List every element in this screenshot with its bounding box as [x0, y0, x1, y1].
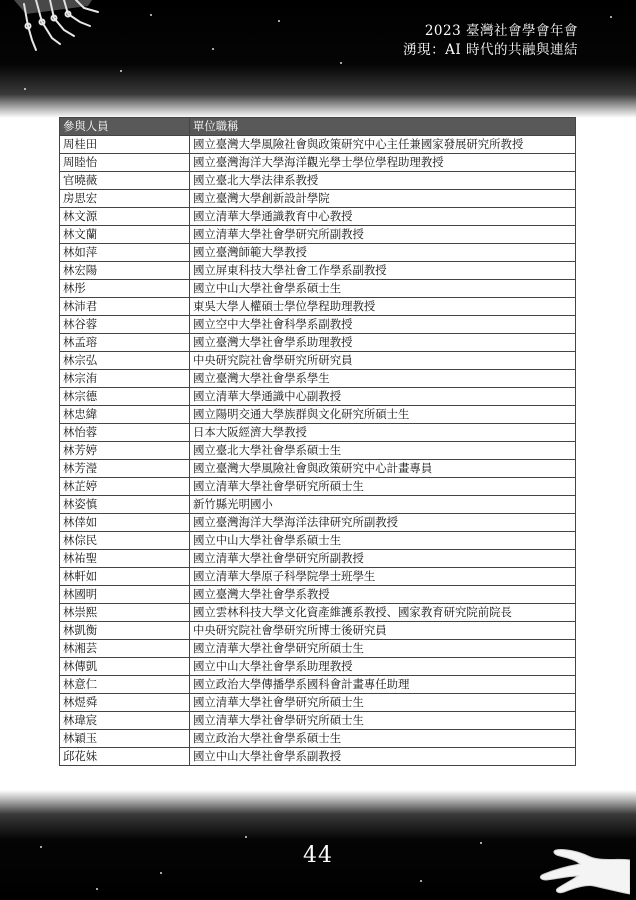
affiliation-cell: 國立臺灣大學創新設計學院 — [190, 190, 576, 208]
table-row — [60, 550, 576, 568]
table-row — [60, 460, 576, 478]
participant-name-cell: 林凱衡 — [60, 622, 190, 640]
table-row — [60, 586, 576, 604]
table-row — [60, 442, 576, 460]
affiliation-cell: 國立陽明交通大學族群與文化研究所碩士生 — [190, 406, 576, 424]
participant-name-cell: 林倖如 — [60, 514, 190, 532]
affiliation-cell: 日本大阪經濟大學教授 — [190, 424, 576, 442]
table-row — [60, 208, 576, 226]
table-row — [60, 244, 576, 262]
table-row — [60, 424, 576, 442]
participant-name-cell: 林孟瑢 — [60, 334, 190, 352]
participant-name-cell: 林如萍 — [60, 244, 190, 262]
table-row — [60, 262, 576, 280]
participant-name-cell: 林宗洧 — [60, 370, 190, 388]
affiliation-cell: 國立清華大學通識教育中心教授 — [190, 208, 576, 226]
table-row — [60, 370, 576, 388]
table-row — [60, 496, 576, 514]
participant-name-cell: 林怡蓉 — [60, 424, 190, 442]
column-header-name: 參與人員 — [60, 118, 190, 136]
participant-name-cell: 林國明 — [60, 586, 190, 604]
participant-name-cell: 周睦怡 — [60, 154, 190, 172]
participant-name-cell: 周桂田 — [60, 136, 190, 154]
conference-title: 2023 臺灣社會學會年會 — [424, 23, 578, 39]
affiliation-cell: 國立清華大學原子科學院學士班學生 — [190, 568, 576, 586]
affiliation-cell: 國立清華大學社會學研究所碩士生 — [190, 712, 576, 730]
affiliation-cell: 國立臺灣師範大學教授 — [190, 244, 576, 262]
table-row — [60, 316, 576, 334]
affiliation-cell: 國立清華大學社會學研究所碩士生 — [190, 640, 576, 658]
participant-name-cell: 林宏陽 — [60, 262, 190, 280]
affiliation-cell: 國立清華大學通識中心副教授 — [190, 388, 576, 406]
affiliation-cell: 國立雲林科技大學文化資產維護系教授、國家教育研究院前院長 — [190, 604, 576, 622]
affiliation-cell: 國立清華大學社會學研究所副教授 — [190, 226, 576, 244]
table-body — [60, 136, 576, 766]
affiliation-cell: 國立臺灣大學風險社會與政策研究中心主任兼國家發展研究所教授 — [190, 136, 576, 154]
table-row — [60, 478, 576, 496]
table-row — [60, 622, 576, 640]
table-row — [60, 136, 576, 154]
participant-name-cell: 林芳瀅 — [60, 460, 190, 478]
table-row — [60, 658, 576, 676]
affiliation-cell: 國立清華大學社會學研究所副教授 — [190, 550, 576, 568]
conference-theme: 湧現：AI 時代的共融與連結 — [403, 42, 578, 58]
participant-name-cell: 林煜舜 — [60, 694, 190, 712]
affiliation-cell: 國立清華大學社會學研究所碩士生 — [190, 694, 576, 712]
affiliation-cell: 國立屏東科技大學社會工作學系副教授 — [190, 262, 576, 280]
participant-name-cell: 官曉薇 — [60, 172, 190, 190]
participant-name-cell: 林瑋宸 — [60, 712, 190, 730]
affiliation-cell: 國立中山大學社會學系助理教授 — [190, 658, 576, 676]
participant-name-cell: 林湘芸 — [60, 640, 190, 658]
robot-hand-icon — [6, 0, 116, 60]
affiliation-cell: 新竹縣光明國小 — [190, 496, 576, 514]
affiliation-cell: 國立臺灣海洋大學海洋觀光學士學位學程助理教授 — [190, 154, 576, 172]
table-row — [60, 280, 576, 298]
affiliation-cell: 國立臺灣海洋大學海洋法律研究所副教授 — [190, 514, 576, 532]
affiliation-cell: 國立臺灣大學風險社會與政策研究中心計畫專員 — [190, 460, 576, 478]
table-row — [60, 532, 576, 550]
participant-name-cell: 林忠緯 — [60, 406, 190, 424]
table-row — [60, 676, 576, 694]
conference-header — [403, 22, 578, 60]
participant-name-cell: 林傳凱 — [60, 658, 190, 676]
affiliation-cell: 國立臺北大學社會學系碩士生 — [190, 442, 576, 460]
participant-name-cell: 林芷婷 — [60, 478, 190, 496]
table-row — [60, 190, 576, 208]
column-header-affiliation: 單位職稱 — [190, 118, 576, 136]
affiliation-cell: 國立政治大學社會學系碩士生 — [190, 730, 576, 748]
table-row — [60, 748, 576, 766]
table-row — [60, 298, 576, 316]
affiliation-cell: 國立中山大學社會學系碩士生 — [190, 280, 576, 298]
table-row — [60, 388, 576, 406]
participant-name-cell: 林文源 — [60, 208, 190, 226]
affiliation-cell: 國立政治大學傳播學系國科會計畫專任助理 — [190, 676, 576, 694]
table-header-row — [60, 118, 576, 136]
table-row — [60, 514, 576, 532]
table-row — [60, 226, 576, 244]
participant-name-cell: 邱花妹 — [60, 748, 190, 766]
table-row — [60, 352, 576, 370]
table-row — [60, 730, 576, 748]
participant-name-cell: 林沛君 — [60, 298, 190, 316]
participant-name-cell: 林軒如 — [60, 568, 190, 586]
participant-name-cell: 林彤 — [60, 280, 190, 298]
table-row — [60, 694, 576, 712]
affiliation-cell: 國立臺北大學法律系教授 — [190, 172, 576, 190]
page-number: 44 — [303, 843, 333, 868]
participant-name-cell: 林谷蓉 — [60, 316, 190, 334]
table-row — [60, 154, 576, 172]
affiliation-cell: 國立中山大學社會學系副教授 — [190, 748, 576, 766]
affiliation-cell: 國立清華大學社會學研究所碩士生 — [190, 478, 576, 496]
affiliation-cell: 東吳大學人權碩士學位學程助理教授 — [190, 298, 576, 316]
affiliation-cell: 國立臺灣大學社會學系教授 — [190, 586, 576, 604]
participant-name-cell: 林姿慎 — [60, 496, 190, 514]
participant-name-cell: 林崇熙 — [60, 604, 190, 622]
table-row — [60, 406, 576, 424]
affiliation-cell: 國立臺灣大學社會學系助理教授 — [190, 334, 576, 352]
participant-name-cell: 林文蘭 — [60, 226, 190, 244]
table-row — [60, 640, 576, 658]
participant-name-cell: 林穎玉 — [60, 730, 190, 748]
affiliation-cell: 中央研究院社會學研究所研究員 — [190, 352, 576, 370]
table-row — [60, 334, 576, 352]
participant-name-cell: 林芳婷 — [60, 442, 190, 460]
affiliation-cell: 國立臺灣大學社會學系學生 — [190, 370, 576, 388]
table-row — [60, 172, 576, 190]
table-row — [60, 604, 576, 622]
affiliation-cell: 國立空中大學社會科學系副教授 — [190, 316, 576, 334]
participant-table — [59, 117, 576, 766]
participant-name-cell: 林宗弘 — [60, 352, 190, 370]
table-row — [60, 712, 576, 730]
affiliation-cell: 國立中山大學社會學系碩士生 — [190, 532, 576, 550]
affiliation-cell: 中央研究院社會學研究所博士後研究員 — [190, 622, 576, 640]
table-row — [60, 568, 576, 586]
participant-name-cell: 林祐聖 — [60, 550, 190, 568]
participant-name-cell: 林倧民 — [60, 532, 190, 550]
participant-name-cell: 林意仁 — [60, 676, 190, 694]
participant-name-cell: 林宗德 — [60, 388, 190, 406]
participant-name-cell: 房思宏 — [60, 190, 190, 208]
